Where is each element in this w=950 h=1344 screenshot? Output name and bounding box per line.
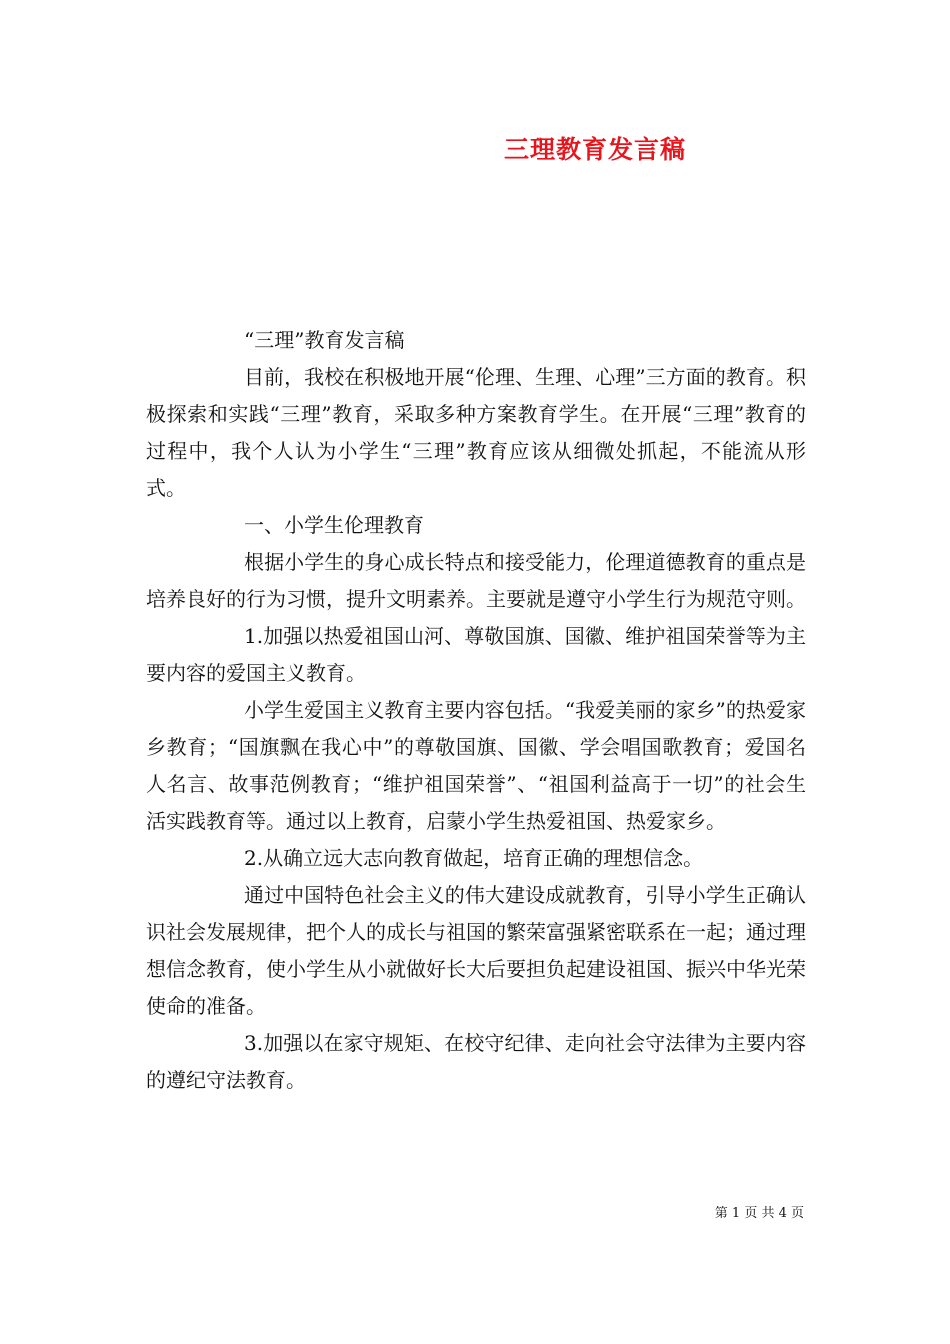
item-2: 2.从确立远大志向教育做起，培育正确的理想信念。	[244, 846, 704, 870]
document-title: 三理教育发言稿	[503, 135, 686, 164]
paragraph-patriotism: 小学生爱国主义教育主要内容包括。“我爱美丽的家乡”的热爱家乡教育；“国旗飘在我心中”的尊敬国旗、国徽、学会唱国歌教育；爱国名人名言、故事范例教育；“维护祖国荣誉”、“祖国利益高于一切”的社会生活实践教育等。通过以上教育，启蒙小学生热爱祖国、热爱家乡。	[146, 698, 806, 833]
paragraph-ethics: 根据小学生的身心成长特点和接受能力，伦理道德教育的重点是培养良好的行为习惯，提升文明素养。主要就是遵守小学生行为规范守则。	[146, 550, 806, 611]
section-heading-ethics: 一、小学生伦理教育	[244, 513, 424, 537]
item-1: 1.加强以热爱祖国山河、尊敬国旗、国徽、维护祖国荣誉等为主要内容的爱国主义教育。	[146, 624, 806, 685]
paragraph-heading: “三理”教育发言稿	[244, 328, 405, 352]
page-number: 第 1 页 共 4 页	[714, 1206, 804, 1221]
paragraph-ideals: 通过中国特色社会主义的伟大建设成就教育，引导小学生正确认识社会发展规律，把个人的成长与祖国的繁荣富强紧密联系在一起；通过理想信念教育，使小学生从小就做好长大后要担负起建设祖国、振兴中华光荣使命的准备。	[146, 883, 806, 1018]
document-body	[146, 322, 806, 1099]
paragraph-intro: 目前，我校在积极地开展“伦理、生理、心理”三方面的教育。积极探索和实践“三理”教育，采取多种方案教育学生。在开展“三理”教育的过程中，我个人认为小学生“三理”教育应该从细微处抓起，不能流从形式。	[146, 365, 806, 500]
item-3: 3.加强以在家守规矩、在校守纪律、走向社会守法律为主要内容的遵纪守法教育。	[146, 1031, 806, 1092]
